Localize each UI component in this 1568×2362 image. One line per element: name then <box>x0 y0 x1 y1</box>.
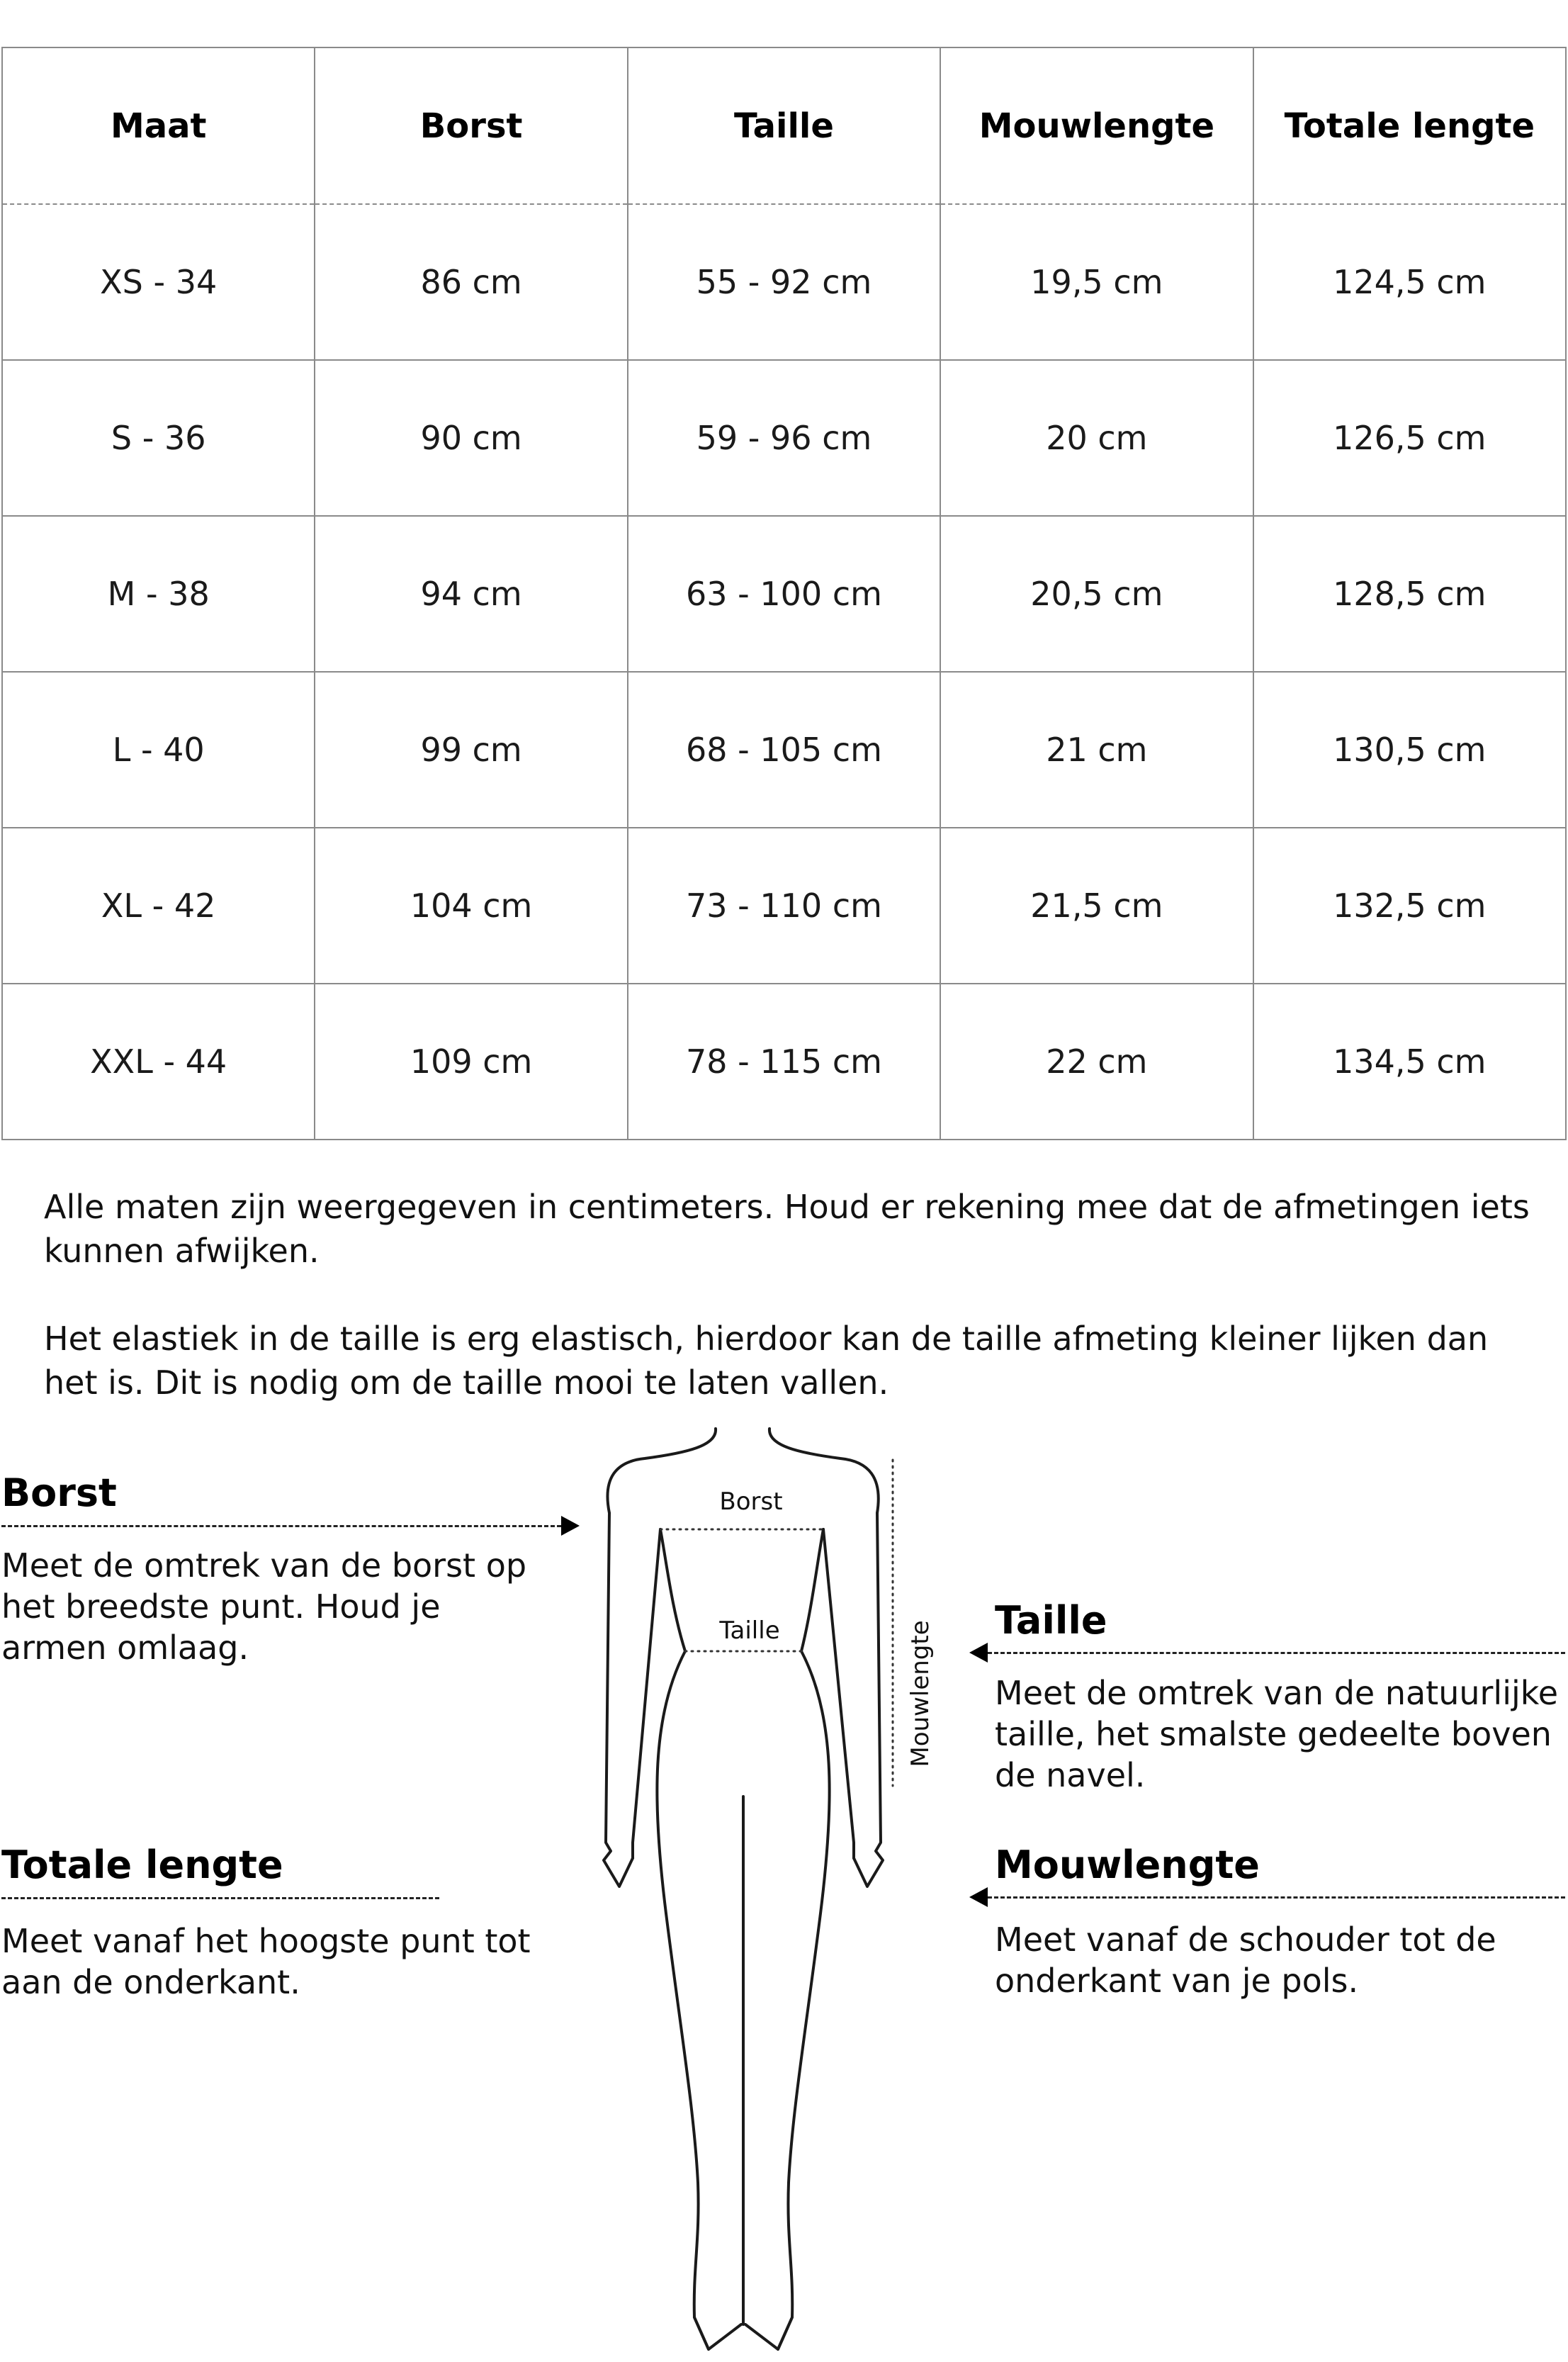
guide-totale-lengte-title: Totale lengte <box>1 1843 283 1887</box>
guide-taille-line <box>988 1652 1565 1654</box>
guide-totale-lengte-line <box>1 1897 439 1899</box>
cell-maat: M - 38 <box>2 516 315 672</box>
cell-maat: XXL - 44 <box>2 984 315 1140</box>
cell-mouwlengte: 22 cm <box>940 984 1253 1140</box>
guide-taille-text: Meet de omtrek van de natuurlijke taille, het smalste gedeelte boven de navel. <box>995 1674 1559 1794</box>
cell-borst: 90 cm <box>315 360 627 516</box>
cell-totale-lengte: 134,5 cm <box>1253 984 1566 1140</box>
body-figure-illustration <box>567 1417 935 2362</box>
cell-mouwlengte: 20,5 cm <box>940 516 1253 672</box>
guide-borst-line <box>1 1525 561 1527</box>
size-table <box>1 47 1567 1140</box>
cell-taille: 68 - 105 cm <box>628 672 940 828</box>
cell-maat: XS - 34 <box>2 204 315 360</box>
header-borst: Borst <box>315 47 627 204</box>
guide-mouwlengte-text: Meet vanaf de schouder tot de onderkant van je pols. <box>995 1920 1496 2000</box>
table-row <box>2 516 1566 672</box>
note-elastic: Het elastiek in de taille is erg elastisch, hierdoor kan de taille afmeting kleiner lijken dan het is. Dit is nodig om de taille mooi te laten vallen. <box>44 1320 1489 1402</box>
cell-borst: 86 cm <box>315 204 627 360</box>
cell-maat: S - 36 <box>2 360 315 516</box>
cell-taille: 59 - 96 cm <box>628 360 940 516</box>
note-measurements: Alle maten zijn weergegeven in centimeters. Houd er rekening mee dat de afmetingen iets kunnen afwijken. <box>44 1188 1530 1270</box>
table-row <box>2 360 1566 516</box>
arrow-left-icon <box>969 1643 988 1663</box>
table-row <box>2 672 1566 828</box>
cell-totale-lengte: 128,5 cm <box>1253 516 1566 672</box>
cell-taille: 63 - 100 cm <box>628 516 940 672</box>
table-row <box>2 204 1566 360</box>
cell-borst: 104 cm <box>315 828 627 984</box>
cell-mouwlengte: 20 cm <box>940 360 1253 516</box>
cell-borst: 99 cm <box>315 672 627 828</box>
cell-borst: 109 cm <box>315 984 627 1140</box>
cell-mouwlengte: 21,5 cm <box>940 828 1253 984</box>
header-maat: Maat <box>2 47 315 204</box>
table-header-row <box>2 47 1566 204</box>
cell-maat: L - 40 <box>2 672 315 828</box>
guide-borst-title: Borst <box>1 1470 117 1515</box>
guide-mouwlengte-title: Mouwlengte <box>995 1843 1260 1887</box>
arrow-left-icon <box>969 1887 988 1907</box>
table-row <box>2 828 1566 984</box>
cell-taille: 78 - 115 cm <box>628 984 940 1140</box>
cell-taille: 73 - 110 cm <box>628 828 940 984</box>
cell-borst: 94 cm <box>315 516 627 672</box>
guide-taille-title: Taille <box>995 1598 1107 1643</box>
guide-borst-text: Meet de omtrek van de borst op het breedste punt. Houd je armen omlaag. <box>1 1546 527 1667</box>
cell-totale-lengte: 124,5 cm <box>1253 204 1566 360</box>
cell-mouwlengte: 19,5 cm <box>940 204 1253 360</box>
guide-mouwlengte-line <box>988 1896 1565 1899</box>
cell-taille: 55 - 92 cm <box>628 204 940 360</box>
cell-mouwlengte: 21 cm <box>940 672 1253 828</box>
header-totale-lengte: Totale lengte <box>1253 47 1566 204</box>
cell-totale-lengte: 126,5 cm <box>1253 360 1566 516</box>
figure-label-borst: Borst <box>719 1488 783 1516</box>
cell-totale-lengte: 130,5 cm <box>1253 672 1566 828</box>
figure-label-mouwlengte: Mouwlengte <box>906 1620 935 1767</box>
guide-totale-lengte-text: Meet vanaf het hoogste punt tot aan de onderkant. <box>1 1922 531 2001</box>
header-taille: Taille <box>628 47 940 204</box>
cell-maat: XL - 42 <box>2 828 315 984</box>
cell-totale-lengte: 132,5 cm <box>1253 828 1566 984</box>
figure-label-taille: Taille <box>719 1616 780 1645</box>
header-mouwlengte: Mouwlengte <box>940 47 1253 204</box>
table-row <box>2 984 1566 1140</box>
size-notes <box>44 1185 1532 1449</box>
